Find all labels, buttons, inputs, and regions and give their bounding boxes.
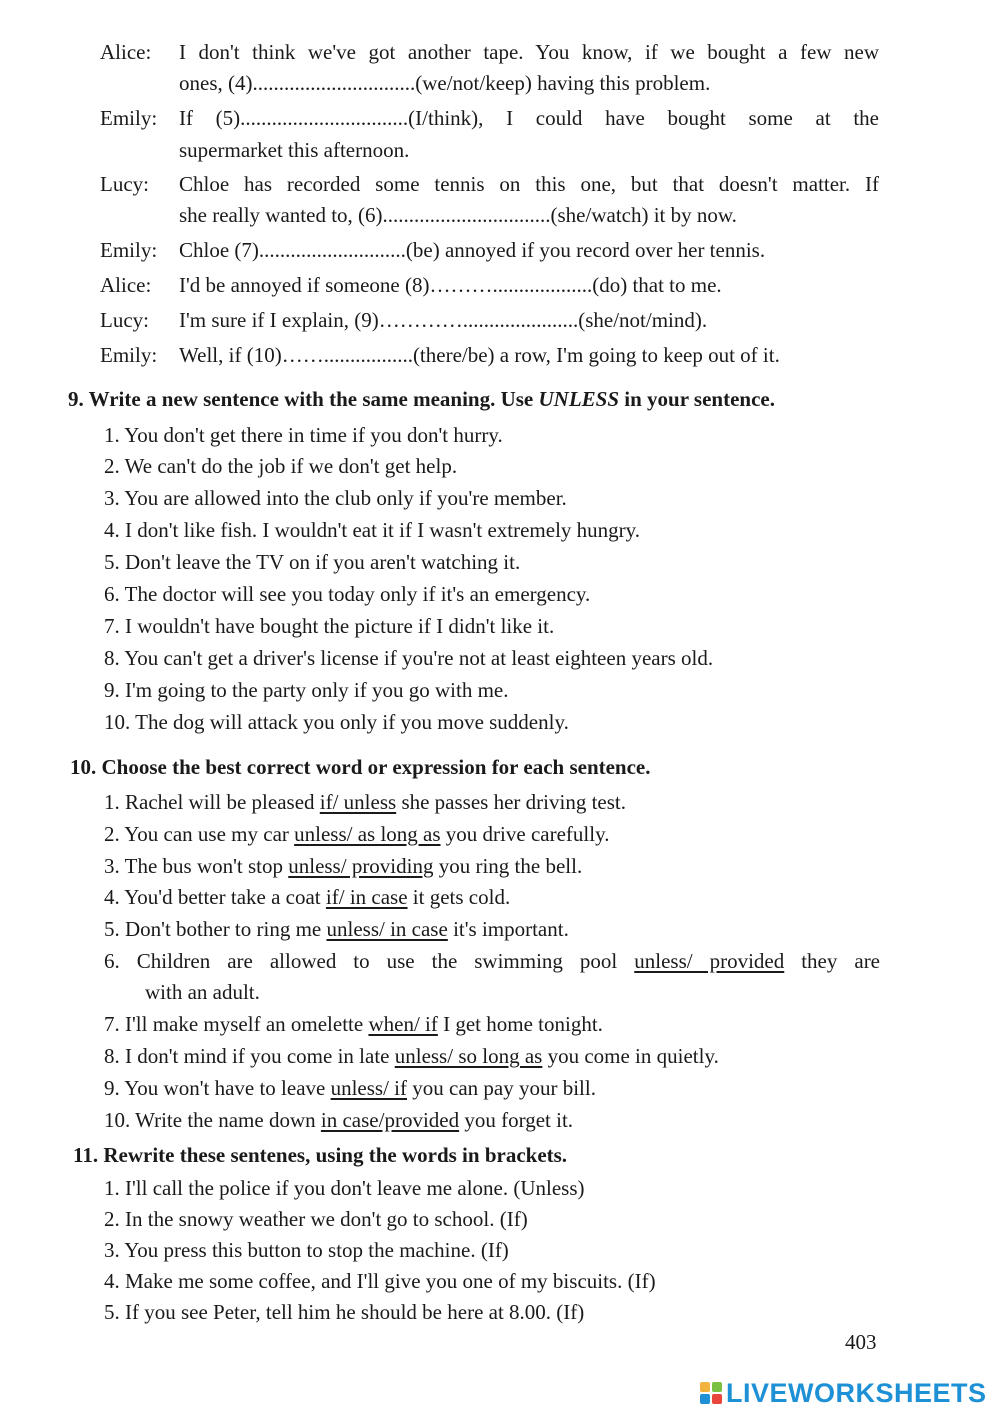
exercise-item: 5. If you see Peter, tell him he should be here at 8.00. (If) xyxy=(104,1300,585,1324)
section-9-heading: 9. Write a new sentence with the same meaning. Use UNLESS in your sentence. xyxy=(68,387,775,411)
liveworksheets-logo xyxy=(700,1378,987,1408)
speaker: Alice: xyxy=(100,40,152,64)
choice-item: 6. Children are allowed to use the swimming pool unless/ provided they are xyxy=(104,949,881,973)
choice-item: 2. You can use my car unless/ as long as you drive carefully. xyxy=(104,822,610,846)
choice-item: 9. You won't have to leave unless/ if you can pay your bill. xyxy=(104,1076,596,1100)
dialogue-text: I'd be annoyed if someone (8)………...................(do) that to me. xyxy=(179,273,722,297)
choice-item: 4. You'd better take a coat if/ in case it gets cold. xyxy=(104,885,511,909)
answer-choice[interactable]: in case/provided xyxy=(320,1108,460,1132)
answer-choice[interactable]: if/ in case xyxy=(325,885,408,909)
exercise-item: 8. You can't get a driver's license if you're not at least eighteen years old. xyxy=(104,646,714,670)
exercise-item: 3. You are allowed into the club only if you're member. xyxy=(104,486,567,510)
exercise-item: 9. I'm going to the party only if you go with me. xyxy=(104,678,509,702)
answer-choice[interactable]: unless/ providing xyxy=(288,854,434,878)
answer-choice[interactable]: unless/ if xyxy=(330,1076,408,1100)
exercise-item: 2. We can't do the job if we don't get help. xyxy=(104,454,458,478)
logo-tiles-icon xyxy=(700,1382,722,1404)
speaker: Alice: xyxy=(100,273,152,297)
dialogue-text: Well, if (10)…….................(there/be) a row, I'm going to keep out of it. xyxy=(179,343,780,367)
answer-choice[interactable]: unless/ provided xyxy=(634,949,785,973)
choice-item: 5. Don't bother to ring me unless/ in case it's important. xyxy=(104,917,569,941)
section-10-heading: 10. Choose the best correct word or expression for each sentence. xyxy=(70,755,651,779)
choice-item: 10. Write the name down in case/provided you forget it. xyxy=(104,1108,574,1132)
exercise-item: 1. I'll call the police if you don't leave me alone. (Unless) xyxy=(104,1176,585,1200)
speaker: Lucy: xyxy=(100,172,149,196)
page-number: 403 xyxy=(845,1330,877,1354)
speaker: Emily: xyxy=(100,238,158,262)
choice-item: 3. The bus won't stop unless/ providing you ring the bell. xyxy=(104,854,583,878)
exercise-item: 5. Don't leave the TV on if you aren't watching it. xyxy=(104,550,521,574)
choice-item-cont: with an adult. xyxy=(145,980,260,1004)
section-11-heading: 11. Rewrite these sentenes, using the words in brackets. xyxy=(73,1143,568,1167)
speaker: Emily: xyxy=(100,106,158,130)
answer-choice[interactable]: when/ if xyxy=(368,1012,438,1036)
answer-choice[interactable]: if/ unless xyxy=(319,790,397,814)
dialogue-text: supermarket this afternoon. xyxy=(179,138,410,162)
exercise-item: 6. The doctor will see you today only if it's an emergency. xyxy=(104,582,591,606)
exercise-item: 4. I don't like fish. I wouldn't eat it if I wasn't extremely hungry. xyxy=(104,518,641,542)
dialogue-text: If (5)................................(I/think), I could have bought some at the xyxy=(179,106,879,130)
choice-item: 8. I don't mind if you come in late unless/ so long as you come in quietly. xyxy=(104,1044,719,1068)
dialogue-text: Chloe has recorded some tennis on this one, but that doesn't matter. If xyxy=(179,172,879,196)
exercise-item: 2. In the snowy weather we don't go to school. (If) xyxy=(104,1207,528,1231)
exercise-item: 10. The dog will attack you only if you move suddenly. xyxy=(104,710,569,734)
exercise-item: 7. I wouldn't have bought the picture if I didn't like it. xyxy=(104,614,555,638)
dialogue-text: ones, (4)...............................(we/not/keep) having this problem. xyxy=(179,71,711,95)
answer-choice[interactable]: unless/ so long as xyxy=(394,1044,543,1068)
choice-item: 1. Rachel will be pleased if/ unless she passes her driving test. xyxy=(104,790,626,814)
exercise-item: 3. You press this button to stop the machine. (If) xyxy=(104,1238,509,1262)
exercise-item: 1. You don't get there in time if you don't hurry. xyxy=(104,423,503,447)
dialogue-text: I don't think we've got another tape. You know, if we bought a few new xyxy=(179,40,879,64)
brand-name: LIVEWORKSHEETS xyxy=(726,1377,987,1408)
choice-item: 7. I'll make myself an omelette when/ if I get home tonight. xyxy=(104,1012,603,1036)
speaker: Emily: xyxy=(100,343,158,367)
answer-choice[interactable]: unless/ as long as xyxy=(294,822,441,846)
answer-choice[interactable]: unless/ in case xyxy=(326,917,448,941)
exercise-item: 4. Make me some coffee, and I'll give you one of my biscuits. (If) xyxy=(104,1269,656,1293)
dialogue-text: I'm sure if I explain, (9)…………......................(she/not/mind). xyxy=(179,308,708,332)
speaker: Lucy: xyxy=(100,308,149,332)
dialogue-text: Chloe (7)............................(be) annoyed if you record over her tennis. xyxy=(179,238,766,262)
dialogue-text: she really wanted to, (6)................................(she/watch) it by now. xyxy=(179,203,737,227)
